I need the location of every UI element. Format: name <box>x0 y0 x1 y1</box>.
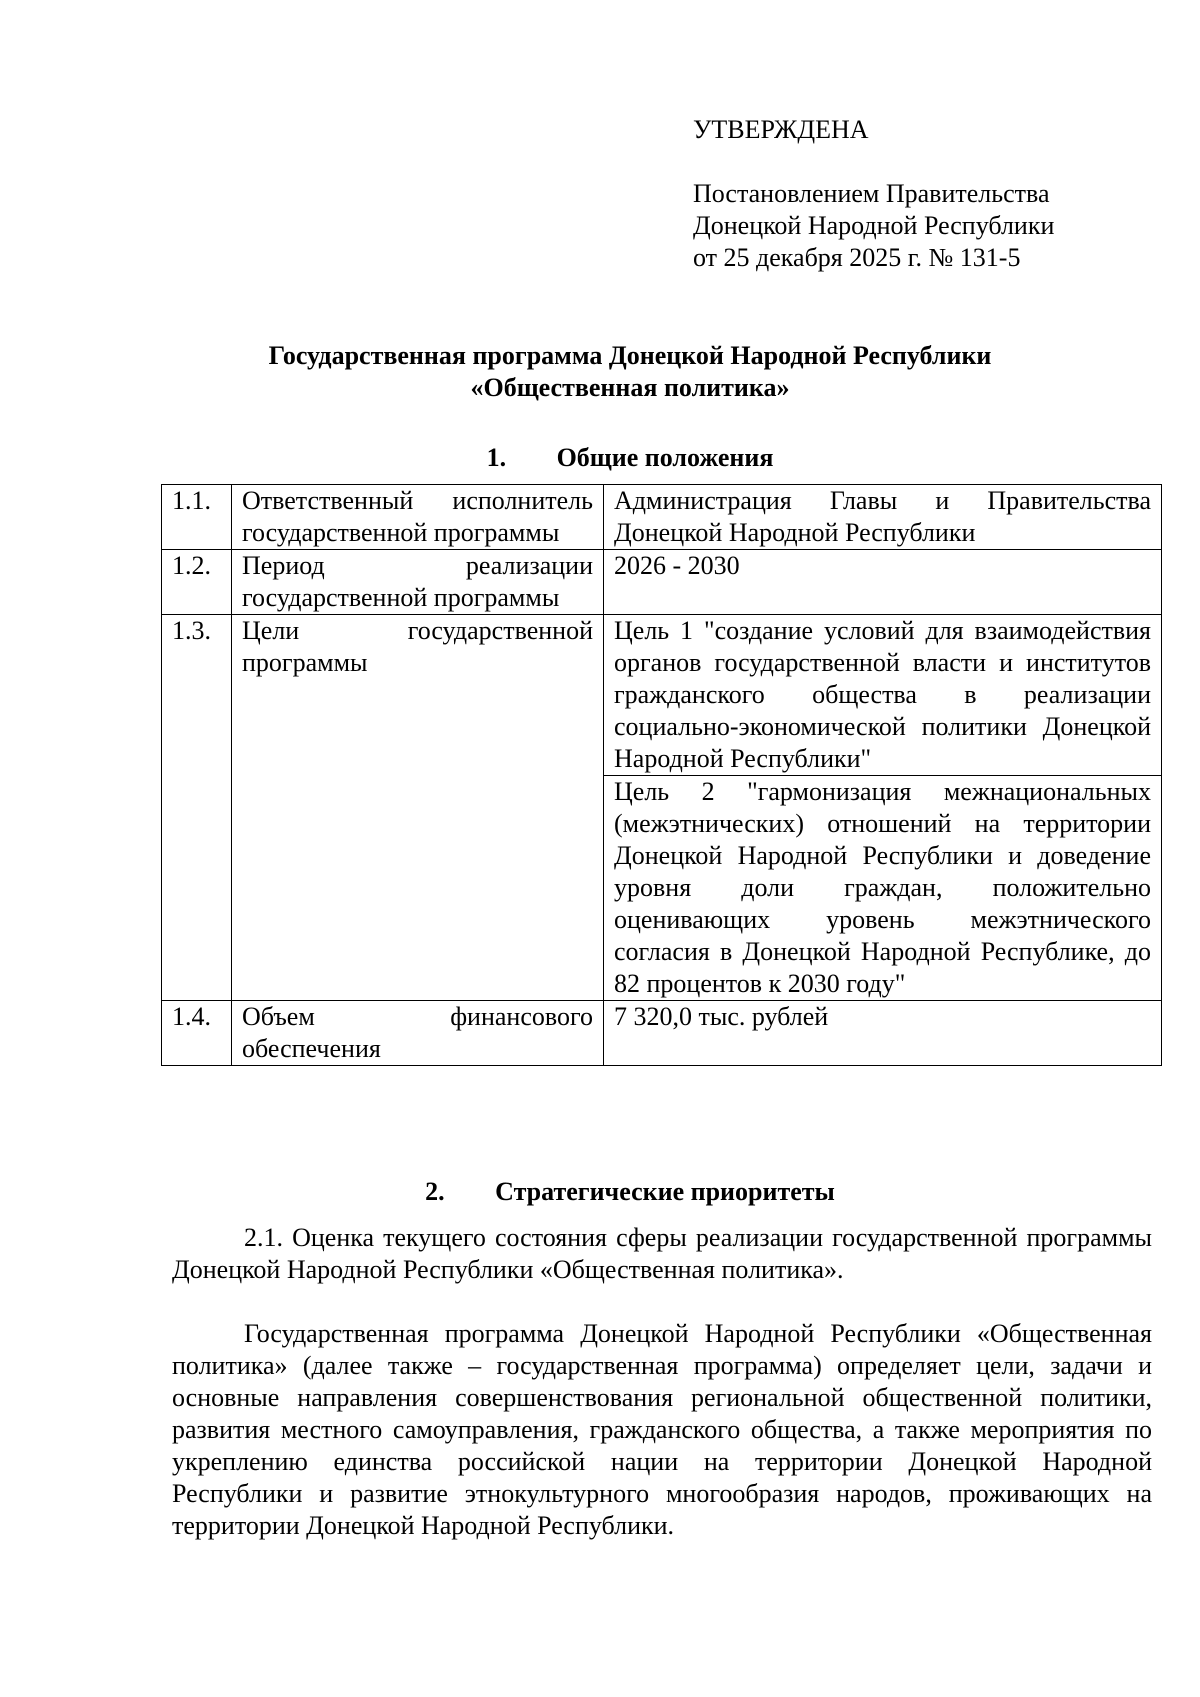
section-1-title: Общие положения <box>556 443 774 472</box>
document-title-line-1: Государственная программа Донецкой Народной Республики <box>268 341 992 370</box>
table-row <box>162 485 1162 550</box>
paragraph-2-1: 2.1. Оценка текущего состояния сферы реализации государственной программы Донецкой Народной Республики «Общественная политика». <box>172 1223 1152 1284</box>
row-label: Ответственный исполнитель государственной программы <box>232 485 604 550</box>
row-label: Объем финансового обеспечения <box>232 1001 604 1066</box>
document-title <box>160 340 1100 404</box>
approval-stamp: УТВЕРЖДЕНА <box>693 115 869 144</box>
approval-line-1: Постановлением Правительства <box>693 179 1050 208</box>
row-number: 1.1. <box>162 485 232 550</box>
row-label: Цели государственной программы <box>232 615 604 1001</box>
document-title-line-2: «Общественная политика» <box>470 373 790 402</box>
approval-block <box>693 114 1153 274</box>
table-row <box>162 1001 1162 1066</box>
table-row <box>162 550 1162 615</box>
section-1-heading <box>160 442 1100 474</box>
row-number: 1.4. <box>162 1001 232 1066</box>
row-value-goal-2: Цель 2 "гармонизация межнациональных (межэтнических) отношений на территории Донецкой Народной Республики и доведение уровня доли граждан, положительно оценивающих уровень межэтнического согласия в Донецкой Народной Республике, до 82 процентов к 2030 году" <box>604 776 1162 1001</box>
row-number: 1.3. <box>162 615 232 1001</box>
row-value-goal-1: Цель 1 "создание условий для взаимодействия органов государственной власти и институтов гражданского общества в реализации социально-экономической политики Донецкой Народной Республики" <box>604 615 1162 776</box>
section-2-title: Стратегические приоритеты <box>495 1177 835 1206</box>
approval-line-2: Донецкой Народной Республики <box>693 211 1055 240</box>
row-value: 2026 - 2030 <box>604 550 1162 615</box>
row-label: Период реализации государственной программы <box>232 550 604 615</box>
section-1-number: 1. <box>486 443 507 472</box>
section-2-heading <box>160 1176 1100 1208</box>
approval-line-3: от 25 декабря 2025 г. № 131-5 <box>693 243 1021 272</box>
section-2-number: 2. <box>425 1177 445 1206</box>
general-provisions-table <box>161 484 1162 1066</box>
row-value: 7 320,0 тыс. рублей <box>604 1001 1162 1066</box>
paragraph-program-description: Государственная программа Донецкой Народной Республики «Общественная политика» (далее также – государственная программа) определяет цели, задачи и основные направления совершенствования региональной общественной политики, развития местного самоуправления, гражданского общества, а также мероприятия по укреплению единства российской нации на территории Донецкой Народной Республики и развитие этнокультурного многообразия народов, проживающих на территории Донецкой Народной Республики. <box>172 1319 1152 1540</box>
table-row <box>162 615 1162 776</box>
row-number: 1.2. <box>162 550 232 615</box>
row-value: Администрация Главы и Правительства Донецкой Народной Республики <box>604 485 1162 550</box>
